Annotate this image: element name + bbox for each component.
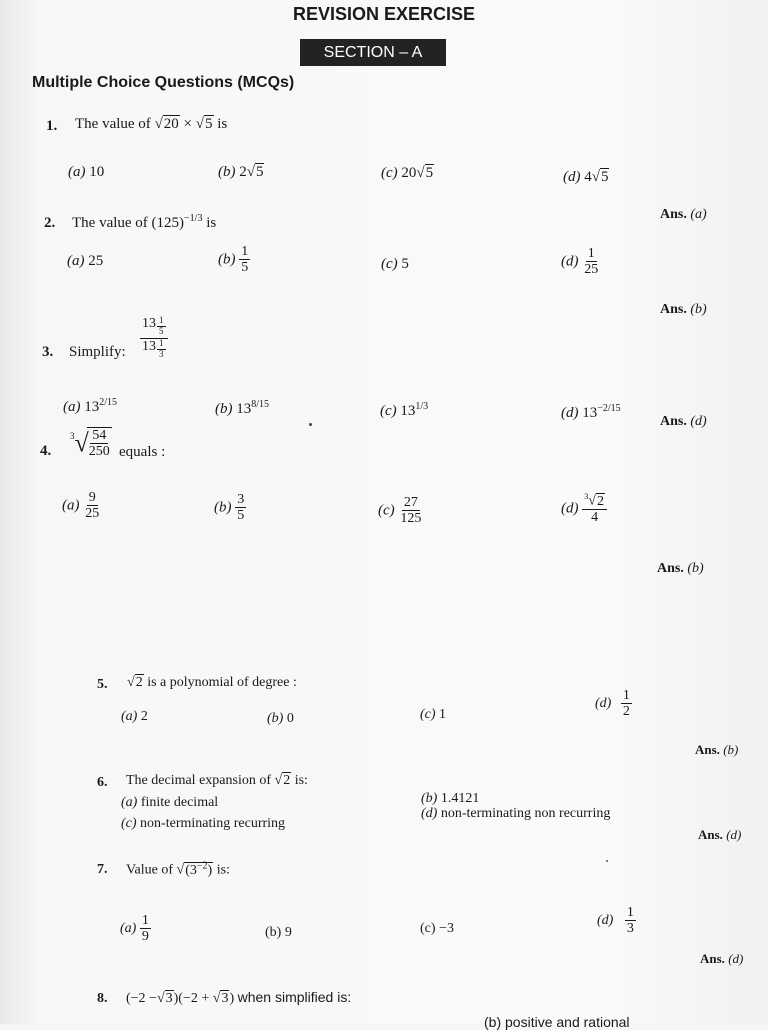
option-label: (c) bbox=[420, 921, 436, 936]
answer-value: (d) bbox=[726, 827, 742, 842]
option-b bbox=[421, 791, 479, 807]
option-value: 25 bbox=[88, 253, 104, 269]
option-label: (a) bbox=[121, 709, 138, 724]
exponent: 8/15 bbox=[251, 399, 270, 410]
denominator: 5 bbox=[237, 508, 245, 524]
exponent: −2 bbox=[196, 860, 208, 871]
answer-key bbox=[660, 207, 707, 223]
option-d bbox=[561, 246, 600, 278]
question-number: 3. bbox=[42, 344, 54, 360]
question-text-part: is a polynomial of degree : bbox=[147, 675, 297, 690]
answer-label: Ans. bbox=[660, 414, 687, 429]
radicand: 2 bbox=[135, 675, 143, 690]
answer-value: (d) bbox=[690, 414, 707, 429]
exponent: −1/3 bbox=[184, 213, 203, 224]
denominator: 250 bbox=[88, 444, 110, 460]
option-value: 5 bbox=[401, 256, 409, 272]
section-badge: SECTION – A bbox=[300, 39, 446, 66]
fraction bbox=[83, 490, 101, 522]
option-value: 2 bbox=[140, 709, 148, 724]
option-b bbox=[214, 492, 246, 524]
answer-label: Ans. bbox=[657, 561, 684, 576]
option-label: (b) bbox=[265, 925, 282, 940]
exponent: 1/3 bbox=[415, 401, 429, 412]
expression-part: (−2 − bbox=[126, 991, 157, 1006]
exponent: 2/15 bbox=[99, 397, 118, 408]
answer-key bbox=[700, 951, 743, 967]
radicand: 3 bbox=[165, 991, 173, 1006]
question-number: 2. bbox=[44, 215, 56, 231]
coefficient: 2 bbox=[239, 164, 247, 180]
answer-label: Ans. bbox=[660, 302, 687, 317]
denominator: 25 bbox=[85, 506, 100, 522]
option-label: (d) bbox=[561, 253, 579, 270]
question-number: 5. bbox=[97, 677, 108, 692]
option-label: (d) bbox=[595, 696, 612, 712]
question-number: 8. bbox=[97, 991, 108, 1006]
close-paren: ) bbox=[207, 862, 213, 878]
option-label: (c) bbox=[420, 707, 436, 722]
base: 13 bbox=[142, 316, 156, 331]
fraction bbox=[582, 493, 607, 525]
option-label: (b) bbox=[218, 251, 236, 268]
answer-key bbox=[698, 827, 741, 843]
denominator: 2 bbox=[622, 704, 630, 720]
option-c: (c) 20√5 bbox=[381, 165, 434, 181]
option-c bbox=[420, 707, 446, 723]
option-d bbox=[597, 905, 636, 937]
numerator: 1 bbox=[241, 244, 249, 259]
page-title: REVISION EXERCISE bbox=[292, 4, 476, 24]
option-a bbox=[121, 709, 148, 725]
fraction bbox=[235, 492, 246, 524]
denominator: 5 bbox=[241, 260, 249, 276]
question-text-part: The decimal expansion of bbox=[126, 773, 272, 788]
option-label: (d) bbox=[561, 500, 579, 517]
question-text: equals : bbox=[119, 444, 166, 460]
option-label: (d) bbox=[563, 169, 581, 185]
option-label: (b) bbox=[267, 711, 284, 726]
radicand: 2 bbox=[596, 493, 604, 509]
question-text-part: is bbox=[217, 116, 228, 132]
option-label: (c) bbox=[381, 165, 398, 181]
option-c bbox=[121, 816, 285, 832]
fraction bbox=[239, 244, 250, 276]
denominator: 3 bbox=[626, 921, 634, 937]
numerator: $^3$√2 bbox=[582, 493, 607, 510]
sqrt-expression: √5 bbox=[195, 116, 213, 132]
expression-part: ) bbox=[229, 991, 235, 1006]
root-index: 3 bbox=[70, 430, 75, 441]
option-label: (a) bbox=[68, 164, 86, 180]
coefficient: 20 bbox=[401, 165, 417, 181]
answer-key bbox=[657, 561, 704, 577]
fraction bbox=[582, 246, 600, 278]
denominator: 125 bbox=[400, 511, 422, 527]
base: (3 bbox=[185, 862, 197, 878]
base: 13 bbox=[236, 401, 252, 417]
option-value: non-terminating non recurring bbox=[440, 806, 611, 821]
radicand: 5 bbox=[600, 169, 609, 185]
option-d bbox=[421, 806, 610, 822]
coefficient: 4 bbox=[584, 169, 592, 185]
answer-label: Ans. bbox=[700, 951, 725, 966]
option-d bbox=[595, 688, 632, 720]
question-text-part: Value of bbox=[126, 862, 174, 878]
numerator: 3 bbox=[237, 492, 245, 507]
question-number: 7. bbox=[97, 862, 108, 877]
fraction bbox=[140, 913, 151, 945]
question-text-part: when simplified is: bbox=[237, 989, 352, 1005]
question-text-part: is bbox=[206, 215, 217, 231]
question-text bbox=[126, 860, 230, 879]
option-value: 9 bbox=[284, 925, 292, 940]
question-text bbox=[72, 213, 216, 232]
option-value: 0 bbox=[286, 711, 294, 726]
answer-value: (b) bbox=[690, 302, 707, 317]
times-symbol: × bbox=[183, 116, 193, 132]
option-label: (c) bbox=[378, 502, 395, 519]
question-text: Simplify: bbox=[69, 344, 126, 360]
answer-label: Ans. bbox=[660, 207, 687, 222]
sqrt-expression: √20 bbox=[154, 116, 179, 132]
denominator: 5 bbox=[159, 325, 164, 336]
option-b bbox=[218, 244, 250, 276]
exponent-fraction bbox=[157, 339, 166, 360]
radicand: 5 bbox=[425, 165, 434, 181]
cube-root-expression bbox=[70, 427, 112, 460]
numerator: 54 bbox=[92, 428, 107, 443]
option-b bbox=[215, 399, 269, 418]
option-label: (c) bbox=[121, 816, 137, 831]
question-text bbox=[75, 116, 227, 133]
sqrt-expression: √3 bbox=[156, 991, 173, 1006]
sqrt-expression: √2 bbox=[127, 675, 143, 690]
question-number: 1. bbox=[46, 118, 58, 134]
radicand: 20 bbox=[163, 116, 179, 132]
option-c bbox=[380, 401, 428, 420]
question-text-part: is: bbox=[216, 862, 230, 878]
answer-value: (a) bbox=[690, 207, 707, 222]
numerator: 1 bbox=[159, 315, 164, 325]
denominator: 3 bbox=[159, 348, 164, 359]
option-a bbox=[120, 913, 151, 945]
fraction bbox=[621, 688, 632, 720]
option-d bbox=[561, 403, 621, 422]
radicand bbox=[184, 862, 213, 878]
option-label: (b) bbox=[421, 791, 438, 806]
option-value: 1.4121 bbox=[440, 791, 480, 806]
question-text-part: The value of (125) bbox=[72, 215, 185, 231]
option-c bbox=[420, 921, 454, 937]
base: 13 bbox=[582, 405, 598, 421]
option-label: (a) bbox=[121, 795, 138, 810]
denominator: 25 bbox=[584, 262, 599, 278]
numerator: 1 bbox=[587, 246, 595, 261]
numerator bbox=[140, 316, 168, 339]
option-label: (c) bbox=[380, 403, 397, 419]
question-text bbox=[127, 675, 297, 691]
numerator: 1 bbox=[159, 337, 164, 348]
denominator: 9 bbox=[141, 929, 149, 945]
option-b bbox=[267, 711, 294, 727]
fraction bbox=[625, 905, 636, 937]
sqrt-expression: √3 bbox=[212, 991, 229, 1006]
base: 13 bbox=[142, 338, 156, 354]
fraction bbox=[140, 316, 168, 360]
sqrt-expression: $√(3^{-2})$ bbox=[176, 860, 213, 878]
option-a bbox=[121, 795, 218, 811]
option-label: (a) bbox=[63, 399, 81, 415]
answer-key bbox=[695, 742, 738, 758]
question-text bbox=[126, 773, 308, 789]
numerator: 1 bbox=[622, 688, 630, 703]
option-label: (b) bbox=[215, 401, 233, 417]
numerator: 27 bbox=[403, 495, 418, 510]
radicand: 3 bbox=[221, 991, 229, 1006]
question-text-part: is: bbox=[294, 773, 308, 788]
answer-label: Ans. bbox=[695, 742, 720, 757]
option-label: (b) bbox=[484, 1014, 502, 1030]
option-a bbox=[68, 164, 104, 181]
option-d: (d) 4√5 bbox=[563, 169, 609, 185]
option-label: (d) bbox=[597, 913, 614, 929]
speck-mark bbox=[309, 423, 312, 426]
numerator: 9 bbox=[88, 490, 96, 505]
denominator bbox=[140, 339, 168, 360]
answer-key bbox=[660, 414, 707, 430]
option-label: (b) bbox=[218, 164, 236, 180]
sqrt-expression: √2 bbox=[274, 773, 291, 788]
base: 13 bbox=[84, 399, 100, 415]
option-c bbox=[378, 495, 423, 527]
exponent: −2/15 bbox=[597, 403, 621, 414]
option-b: (b) 2√5 bbox=[218, 164, 264, 180]
power-fraction bbox=[140, 316, 168, 360]
question-text-part: The value of bbox=[75, 116, 151, 132]
base: 13 bbox=[400, 403, 416, 419]
fraction bbox=[398, 495, 423, 527]
option-label: (a) bbox=[120, 921, 137, 937]
answer-value: (d) bbox=[728, 951, 744, 966]
answer-value: (b) bbox=[723, 742, 739, 757]
radicand: 5 bbox=[205, 116, 213, 132]
radical-sign-icon: √ bbox=[74, 428, 89, 458]
option-b bbox=[265, 925, 292, 941]
root-index: 3 bbox=[584, 492, 589, 501]
option-label: (d) bbox=[561, 405, 579, 421]
option-b bbox=[484, 1014, 630, 1030]
fraction bbox=[87, 427, 112, 460]
exponent-fraction bbox=[157, 316, 166, 337]
option-label: (c) bbox=[381, 256, 398, 272]
numerator: 1 bbox=[626, 905, 634, 920]
option-value: 1 bbox=[439, 707, 447, 722]
radicand: 2 bbox=[283, 773, 291, 788]
question-number: 4. bbox=[40, 443, 52, 459]
option-c bbox=[381, 256, 409, 273]
option-a bbox=[67, 253, 103, 270]
speck-mark bbox=[606, 860, 608, 862]
option-value: finite decimal bbox=[140, 795, 219, 810]
question-text bbox=[126, 989, 351, 1007]
mcq-heading: Multiple Choice Questions (MCQs) bbox=[32, 74, 295, 91]
option-a bbox=[62, 490, 101, 522]
answer-label: Ans. bbox=[698, 827, 723, 842]
option-label: (b) bbox=[214, 499, 232, 516]
expression-part: )(−2 + bbox=[173, 991, 210, 1006]
answer-key bbox=[660, 302, 707, 318]
option-a bbox=[63, 397, 117, 416]
radicand: 5 bbox=[255, 164, 264, 180]
question-number: 6. bbox=[97, 775, 108, 790]
denominator: 4 bbox=[591, 510, 599, 526]
option-d bbox=[561, 493, 607, 525]
answer-value: (b) bbox=[687, 561, 704, 576]
option-label: (a) bbox=[67, 253, 85, 269]
option-label: (d) bbox=[421, 806, 438, 821]
option-value: non-terminating recurring bbox=[140, 816, 286, 831]
option-value: 10 bbox=[89, 164, 105, 180]
option-label: (a) bbox=[62, 497, 80, 514]
numerator: 1 bbox=[141, 913, 149, 928]
option-value: positive and rational bbox=[505, 1014, 630, 1030]
option-value: −3 bbox=[439, 921, 454, 936]
